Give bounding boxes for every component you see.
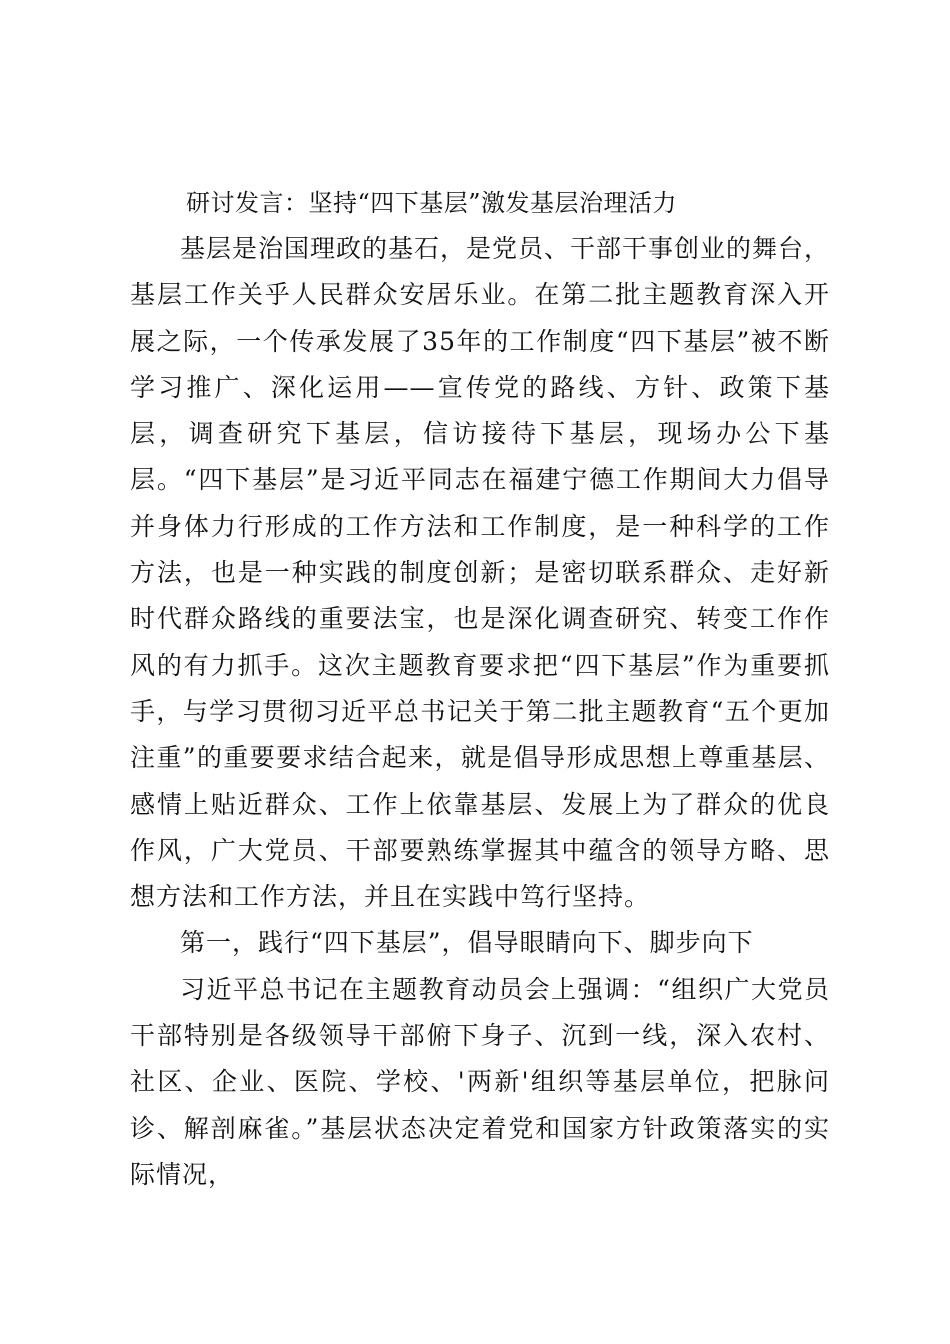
- document-page: [130, 180, 830, 1198]
- document-title: 研讨发言：坚持“四下基层”激发基层治理活力: [186, 189, 678, 217]
- section-1-heading: 第一，践行“四下基层”，倡导眼睛向下、脚步向下: [180, 928, 754, 958]
- section-1-paragraph: 习近平总书记在主题教育动员会上强调：“组织广大党员干部特别是各级领导干部俯下身子、沉到一线，深入农村、社区、企业、医院、学校、'两新'组织等基层单位，把脉问诊、解剖麻雀。”基层状态决定着党和国家方针政策落实的实际情况，: [130, 974, 830, 1189]
- intro-paragraph: 基层是治国理政的基石，是党员、干部干事创业的舞台，基层工作关乎人民群众安居乐业。在第二批主题教育深入开展之际，一个传承发展了35年的工作制度“四下基层”被不断学习推广、深化运用——宣传党的路线、方针、政策下基层，调查研究下基层，信访接待下基层，现场办公下基层。“四下基层”是习近平同志在福建宁德工作期间大力倡导并身体力行形成的工作方法和工作制度，是一种科学的工作方法，也是一种实践的制度创新；是密切联系群众、走好新时代群众路线的重要法宝，也是深化调查研究、转变工作作风的有力抓手。这次主题教育要求把“四下基层”作为重要抓手，与学习贯彻习近平总书记关于第二批主题教育“五个更加注重”的重要要求结合起来，就是倡导形成思想上尊重基层、感情上贴近群众、工作上依靠基层、发展上为了群众的优良作风，广大党员、干部要熟练掌握其中蕴含的领导方略、思想方法和工作方法，并且在实践中笃行坚持。: [130, 234, 831, 912]
